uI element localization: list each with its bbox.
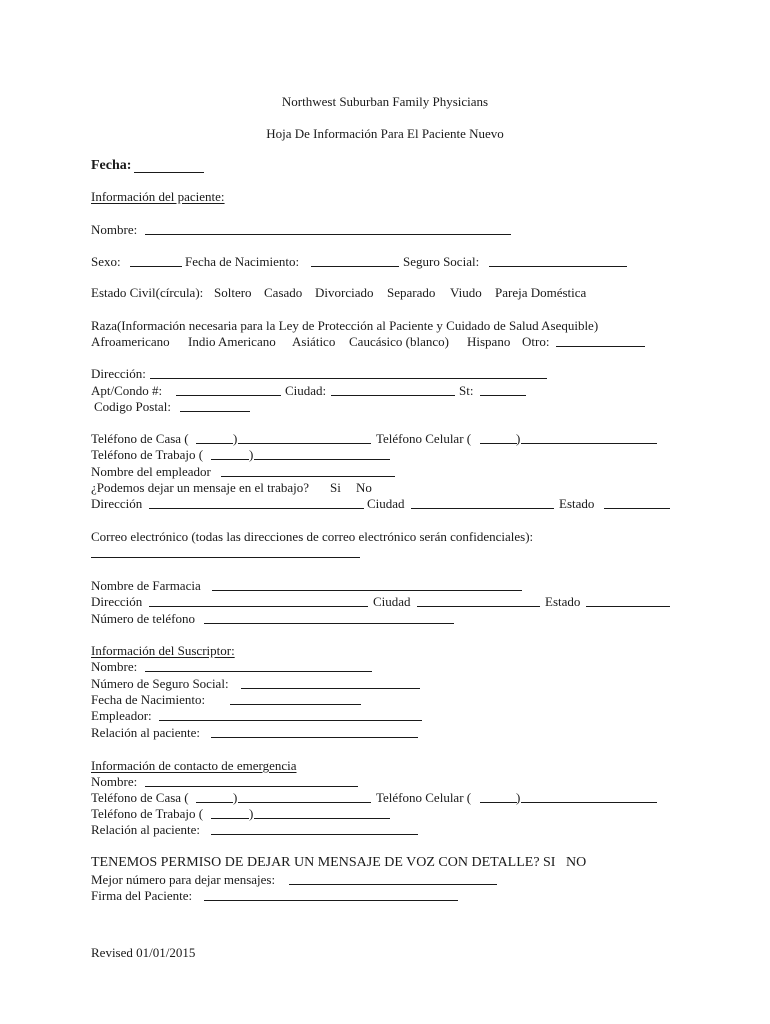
address-field[interactable] xyxy=(150,378,547,379)
voicemail-yes[interactable]: SI xyxy=(543,855,556,870)
work-state-label: Estado xyxy=(559,496,595,511)
emergency-heading: Información de contacto de emergencia xyxy=(91,758,297,773)
work-state-field[interactable] xyxy=(604,508,670,509)
zip-label: Codigo Postal: xyxy=(94,399,171,414)
patient-info-heading: Información del paciente: xyxy=(91,189,225,204)
emergency-work-phone-area-code[interactable] xyxy=(211,818,249,819)
emergency-home-phone-label: Teléfono de Casa ( xyxy=(91,790,189,805)
form-title: Hoja De Información Para El Paciente Nuevo xyxy=(266,126,504,141)
emergency-home-phone-area-code[interactable] xyxy=(196,802,233,803)
subscriber-relation-field[interactable] xyxy=(211,737,418,738)
voicemail-no[interactable]: NO xyxy=(566,855,587,870)
apt-label: Apt/Condo #: xyxy=(91,383,163,398)
race-option-caucasian[interactable]: Caucásico (blanco) xyxy=(349,334,449,349)
subscriber-employer-field[interactable] xyxy=(159,720,422,721)
emergency-home-phone-paren: ) xyxy=(233,790,238,805)
emergency-cell-phone-label: Teléfono Celular ( xyxy=(376,790,472,805)
race-other-label: Otro: xyxy=(522,334,550,349)
pharmacy-city-field[interactable] xyxy=(417,606,540,607)
home-phone-paren: ) xyxy=(233,431,238,446)
work-phone-label: Teléfono de Trabajo ( xyxy=(91,447,204,462)
marital-option-widowed[interactable]: Viudo xyxy=(450,285,482,300)
address-label: Dirección: xyxy=(91,366,146,381)
marital-option-divorced[interactable]: Divorciado xyxy=(315,285,374,300)
employer-field[interactable] xyxy=(221,476,395,477)
cell-phone-paren: ) xyxy=(516,431,521,446)
cell-phone-area-code[interactable] xyxy=(480,443,517,444)
pharmacy-state-label: Estado xyxy=(545,594,581,609)
dob-field[interactable] xyxy=(311,266,399,267)
date-label: Fecha: xyxy=(91,158,132,173)
work-address-label: Dirección xyxy=(91,496,143,511)
emergency-work-phone-field[interactable] xyxy=(254,818,390,819)
leave-message-no[interactable]: No xyxy=(356,480,372,495)
best-number-label: Mejor número para dejar mensajes: xyxy=(91,872,276,887)
subscriber-dob-label: Fecha de Nacimiento: xyxy=(91,692,206,707)
home-phone-area-code[interactable] xyxy=(196,443,233,444)
marital-option-single[interactable]: Soltero xyxy=(214,285,252,300)
race-option-hispanic[interactable]: Hispano xyxy=(467,334,511,349)
leave-message-yes[interactable]: Si xyxy=(330,480,341,495)
emergency-relation-field[interactable] xyxy=(211,834,418,835)
subscriber-dob-field[interactable] xyxy=(230,704,361,705)
emergency-name-label: Nombre: xyxy=(91,774,138,789)
apt-field[interactable] xyxy=(176,395,281,396)
cell-phone-label: Teléfono Celular ( xyxy=(376,431,472,446)
work-phone-field[interactable] xyxy=(254,459,390,460)
pharmacy-city-label: Ciudad xyxy=(373,594,411,609)
ssn-field[interactable] xyxy=(489,266,627,267)
leave-message-question: ¿Podemos dejar un mensaje en el trabajo? xyxy=(91,480,310,495)
emergency-work-phone-label: Teléfono de Trabajo ( xyxy=(91,806,204,821)
subscriber-employer-label: Empleador: xyxy=(91,708,152,723)
sex-label: Sexo: xyxy=(91,254,121,269)
work-phone-paren: ) xyxy=(249,447,254,462)
emergency-home-phone-field[interactable] xyxy=(238,802,371,803)
work-address-field[interactable] xyxy=(149,508,364,509)
pharmacy-state-field[interactable] xyxy=(586,606,670,607)
subscriber-heading: Información del Suscriptor: xyxy=(91,643,235,658)
ssn-label: Seguro Social: xyxy=(403,254,480,269)
subscriber-ssn-label: Número de Seguro Social: xyxy=(91,676,229,691)
pharmacy-phone-label: Número de teléfono xyxy=(91,611,195,626)
patient-name-label: Nombre: xyxy=(91,222,138,237)
race-option-african-american[interactable]: Afroamericano xyxy=(91,334,170,349)
subscriber-ssn-field[interactable] xyxy=(241,688,420,689)
subscriber-name-label: Nombre: xyxy=(91,659,138,674)
pharmacy-name-label: Nombre de Farmacia xyxy=(91,578,201,593)
race-option-asian[interactable]: Asiático xyxy=(292,334,336,349)
marital-option-domestic-partner[interactable]: Pareja Doméstica xyxy=(495,285,587,300)
work-city-field[interactable] xyxy=(411,508,554,509)
race-note: Raza(Información necesaria para la Ley de Protección al Paciente y Cuidado de Salud Asequible) xyxy=(91,318,599,333)
work-phone-area-code[interactable] xyxy=(211,459,249,460)
employer-label: Nombre del empleador xyxy=(91,464,211,479)
date-field[interactable] xyxy=(134,172,204,173)
work-city-label: Ciudad xyxy=(367,496,405,511)
pharmacy-name-field[interactable] xyxy=(212,590,522,591)
signature-field[interactable] xyxy=(204,900,458,901)
email-field[interactable] xyxy=(91,557,360,558)
voicemail-permission-question: TENEMOS PERMISO DE DEJAR UN MENSAJE DE VOZ CON DETALLE? xyxy=(91,855,540,870)
state-field[interactable] xyxy=(480,395,526,396)
emergency-cell-phone-field[interactable] xyxy=(521,802,657,803)
emergency-cell-phone-area-code[interactable] xyxy=(480,802,517,803)
home-phone-field[interactable] xyxy=(238,443,371,444)
emergency-name-field[interactable] xyxy=(145,786,358,787)
marital-status-label: Estado Civil(círcula): xyxy=(91,285,204,300)
marital-option-separated[interactable]: Separado xyxy=(387,285,436,300)
pharmacy-phone-field[interactable] xyxy=(204,623,454,624)
emergency-relation-label: Relación al paciente: xyxy=(91,822,201,837)
revised-date: Revised 01/01/2015 xyxy=(91,945,196,960)
email-label: Correo electrónico (todas las direcciones de correo electrónico serán confidenciales): xyxy=(91,529,534,544)
city-label: Ciudad: xyxy=(285,383,327,398)
cell-phone-field[interactable] xyxy=(521,443,657,444)
patient-name-field[interactable] xyxy=(145,234,511,235)
best-number-field[interactable] xyxy=(289,884,497,885)
city-field[interactable] xyxy=(331,395,455,396)
zip-field[interactable] xyxy=(180,411,250,412)
signature-label: Firma del Paciente: xyxy=(91,888,193,903)
pharmacy-address-field[interactable] xyxy=(149,606,368,607)
sex-field[interactable] xyxy=(130,266,182,267)
race-option-american-indian[interactable]: Indio Americano xyxy=(188,334,276,349)
dob-label: Fecha de Nacimiento: xyxy=(185,254,300,269)
subscriber-name-field[interactable] xyxy=(145,671,372,672)
emergency-work-phone-paren: ) xyxy=(249,806,254,821)
emergency-cell-phone-paren: ) xyxy=(516,790,521,805)
marital-option-married[interactable]: Casado xyxy=(264,285,303,300)
subscriber-relation-label: Relación al paciente: xyxy=(91,725,201,740)
state-label: St: xyxy=(459,383,474,398)
pharmacy-address-label: Dirección xyxy=(91,594,143,609)
race-other-field[interactable] xyxy=(556,346,645,347)
home-phone-label: Teléfono de Casa ( xyxy=(91,431,189,446)
practice-name: Northwest Suburban Family Physicians xyxy=(281,94,489,109)
